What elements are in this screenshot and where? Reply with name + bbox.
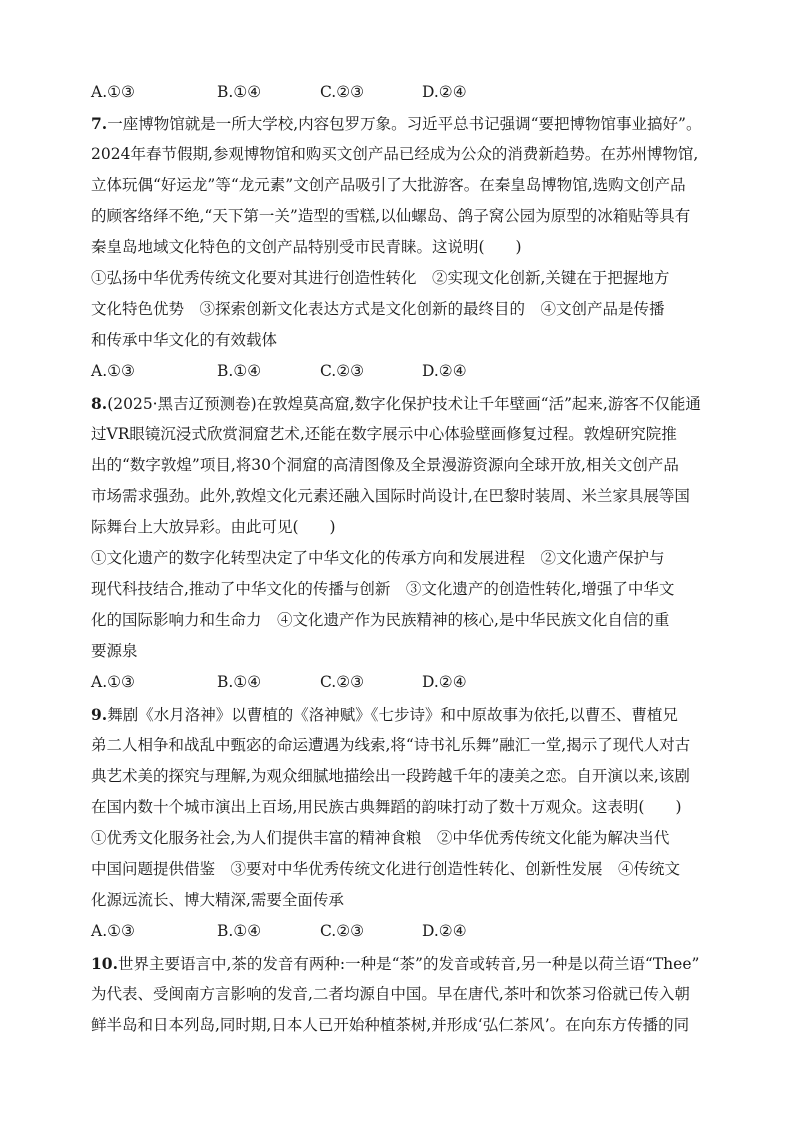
q7-line: 秦皇岛地域文化特色的文创产品特别受市民青睐。这说明( ) [91,238,522,256]
q9-choice-c: C.②③ [320,922,365,940]
q6-choice-d: D.②④ [422,83,467,101]
q10-line [91,948,711,979]
q7-choice-d: D.②④ [422,362,467,380]
q9-choice-a: A.①③ [91,922,135,940]
q9-option-line: 中国问题提供借鉴 ③要对中华优秀传统文化进行创造性转化、创新性发展 ④传统文 [91,860,681,878]
q9-choice-d: D.②④ [422,922,467,940]
q8-choice-c: C.②③ [320,673,365,691]
q9-option-line: ①优秀文化服务社会,为人们提供丰富的精神食粮 ②中华优秀传统文化能为解决当代 [91,829,670,847]
q6-choice-a: A.①③ [91,83,135,101]
q6-choices [91,77,711,108]
q9-choice-b: B.①④ [217,922,262,940]
q7-option-line: ①弘扬中华优秀传统文化要对其进行创造性转化 ②实现文化创新,关键在于把握地方 [91,269,670,287]
q8-line: 际舞台上大放异彩。由此可见( ) [91,518,336,536]
q8-line: 过VR眼镜沉浸式欣赏洞窟艺术,还能在数字展示中心体验壁画修复过程。敦煌研究院推 [91,425,677,443]
q7-line [91,108,711,139]
q8-choice-b: B.①④ [217,673,262,691]
q8-line [91,388,711,419]
q8-number: 8. [91,394,108,413]
q8-choice-a: A.①③ [91,673,135,691]
q6-choice-c: C.②③ [320,83,365,101]
q7-option-line: 文化特色优势 ③探索创新文化表达方式是文化创新的最终目的 ④文创产品是传播 [91,300,665,318]
q7-line: 立体玩偶“好运龙”等“龙元素”文创产品吸引了大批游客。在秦皇岛博物馆,选购文创产品 [91,176,686,194]
q9-line: 典艺术美的探究与理解,为观众细腻地描绘出一段跨越千年的凄美之恋。自开演以来,该剧 [91,767,690,785]
q9-line: 在国内数十个城市演出上百场,用民族古典舞蹈的韵味打动了数十万观众。这表明( ) [91,798,682,816]
q10-text: 世界主要语言中,茶的发音有两种:一种是“茶”的发音或转音,另一种是以荷兰语“Thee” [117,955,700,973]
q8-line: 出的“数字敦煌”项目,将30个洞窟的高清图像及全景漫游资源向全球开放,相关文创产品 [91,456,679,474]
q10-number: 10. [91,954,118,973]
q8-choices [91,667,711,698]
question-8 [91,388,711,698]
question-10 [91,948,711,1041]
q9-option-line: 化源远流长、博大精深,需要全面传承 [91,891,344,909]
q9-number: 9. [91,705,108,724]
q7-choice-a: A.①③ [91,362,135,380]
q7-text: 一座博物馆就是一所大学校,内容包罗万象。习近平总书记强调“要把博物馆事业搞好”。 [107,115,702,133]
q9-line: 弟二人相争和战乱中甄宓的命运遭遇为线索,将“诗书礼乐舞”融汇一堂,揭示了现代人对古 [91,736,691,754]
question-7 [91,108,711,387]
q6-choice-b: B.①④ [217,83,262,101]
q8-option-line: ①文化遗产的数字化转型决定了中华文化的传承方向和发展进程 ②文化遗产保护与 [91,549,665,567]
q8-option-line: 现代科技结合,推动了中华文化的传播与创新 ③文化遗产的创造性转化,增强了中华文 [91,580,675,598]
q7-number: 7. [91,114,108,133]
q7-choice-b: B.①④ [217,362,262,380]
q8-line: 市场需求强劲。此外,敦煌文化元素还融入国际时尚设计,在巴黎时装周、米兰家具展等国 [91,487,690,505]
q9-choices [91,916,711,947]
q8-text: (2025·黑吉辽预测卷)在敦煌莫高窟,数字化保护技术让千年壁画“活”起来,游客不仅能通 [107,395,701,413]
q8-option-line: 要源泉 [91,642,138,660]
question-9 [91,699,711,947]
q10-line: 为代表、受闽南方言影响的发音,二者均源自中国。早在唐代,茶叶和饮茶习俗就已传入朝 [91,985,690,1003]
q7-line: 2024年春节假期,参观博物馆和购买文创产品已经成为公众的消费新趋势。在苏州博物馆, [91,145,699,163]
q9-text: 舞剧《水月洛神》以曹植的《洛神赋》《七步诗》和中原故事为依托,以曹丕、曹植兄 [107,706,678,724]
q7-choice-c: C.②③ [320,362,365,380]
q8-choice-d: D.②④ [422,673,467,691]
q10-line: 鲜半岛和日本列岛,同时期,日本人已开始种植茶树,并形成‘弘仁茶风’。在向东方传播的同 [91,1016,690,1034]
q9-line [91,699,711,730]
q7-choices [91,356,711,387]
q7-option-line: 和传承中华文化的有效载体 [91,331,278,349]
q7-line: 的顾客络绎不绝,“天下第一关”造型的雪糕,以仙螺岛、鸽子窝公园为原型的冰箱贴等具有 [91,207,691,225]
q8-option-line: 化的国际影响力和生命力 ④文化遗产作为民族精神的核心,是中华民族文化自信的重 [91,611,670,629]
q6-block [91,77,711,108]
